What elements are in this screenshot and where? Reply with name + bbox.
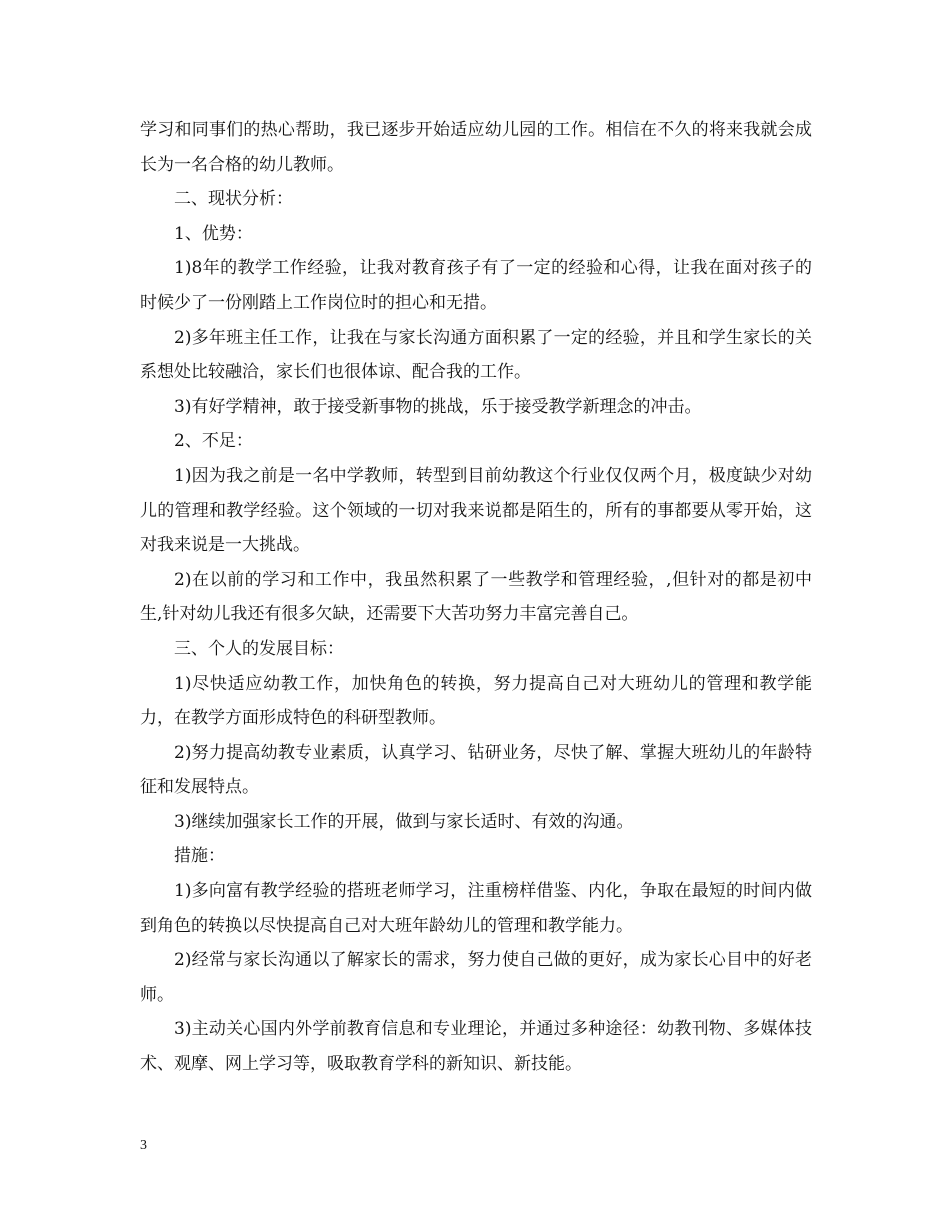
document-body xyxy=(140,113,812,1082)
paragraph-strength-2: 2)多年班主任工作，让我在与家长沟通方面积累了一定的经验，并且和学生家长的关系想处比较融洽，家长们也很体谅、配合我的工作。 xyxy=(140,327,812,383)
subheading-weaknesses: 2、不足： xyxy=(174,431,253,452)
page-number: 3 xyxy=(140,1138,147,1153)
paragraph-strength-1: 1)8年的教学工作经验，让我对教育孩子有了一定的经验和心得，让我在面对孩子的时候少了一份刚踏上工作岗位时的担心和无措。 xyxy=(140,258,812,313)
paragraph-measure-2: 2)经常与家长沟通以了解家长的需求，努力使自己做的更好，成为家长心目中的好老师。 xyxy=(140,950,812,1005)
paragraph-goal-1: 1)尽快适应幼教工作，加快角色的转换，努力提高自己对大班幼儿的管理和教学能力，在教学方面形成特色的科研型教师。 xyxy=(140,673,812,729)
paragraph-measure-1: 1)多向富有教学经验的搭班老师学习，注重榜样借鉴、内化，争取在最短的时间内做到角色的转换以尽快提高自己对大班年龄幼儿的管理和教学能力。 xyxy=(140,881,812,936)
subheading-strengths: 1、优势： xyxy=(174,223,253,244)
section-heading-status-analysis: 二、现状分析： xyxy=(174,189,293,210)
paragraph-goal-2: 2)努力提高幼教专业素质，认真学习、钻研业务，尽快了解、掌握大班幼儿的年龄特征和发展特点。 xyxy=(140,742,812,798)
subheading-measures: 措施： xyxy=(174,846,225,867)
paragraph-measure-3: 3)主动关心国内外学前教育信息和专业理论，并通过多种途径：幼教刊物、多媒体技术、观摩、网上学习等，吸取教育学科的新知识、新技能。 xyxy=(140,1019,812,1075)
paragraph-weakness-2: 2)在以前的学习和工作中，我虽然积累了一些教学和管理经验，,但针对的都是初中生,针对幼儿我还有很多欠缺，还需要下大苦功努力丰富完善自己。 xyxy=(140,569,812,625)
paragraph-strength-3: 3)有好学精神，敢于接受新事物的挑战，乐于接受教学新理念的冲击。 xyxy=(174,396,702,417)
paragraph-1: 学习和同事们的热心帮助，我已逐步开始适应幼儿园的工作。相信在不久的将来我就会成长为一名合格的幼儿教师。 xyxy=(140,120,812,175)
section-heading-goals: 三、个人的发展目标： xyxy=(174,638,344,659)
paragraph-goal-3: 3)继续加强家长工作的开展，做到与家长适时、有效的沟通。 xyxy=(174,811,634,832)
paragraph-weakness-1: 1)因为我之前是一名中学教师，转型到目前幼教这个行业仅仅两个月，极度缺少对幼儿的管理和教学经验。这个领域的一切对我来说都是陌生的，所有的事都要从零开始，这对我来说是一大挑战。 xyxy=(140,465,812,556)
